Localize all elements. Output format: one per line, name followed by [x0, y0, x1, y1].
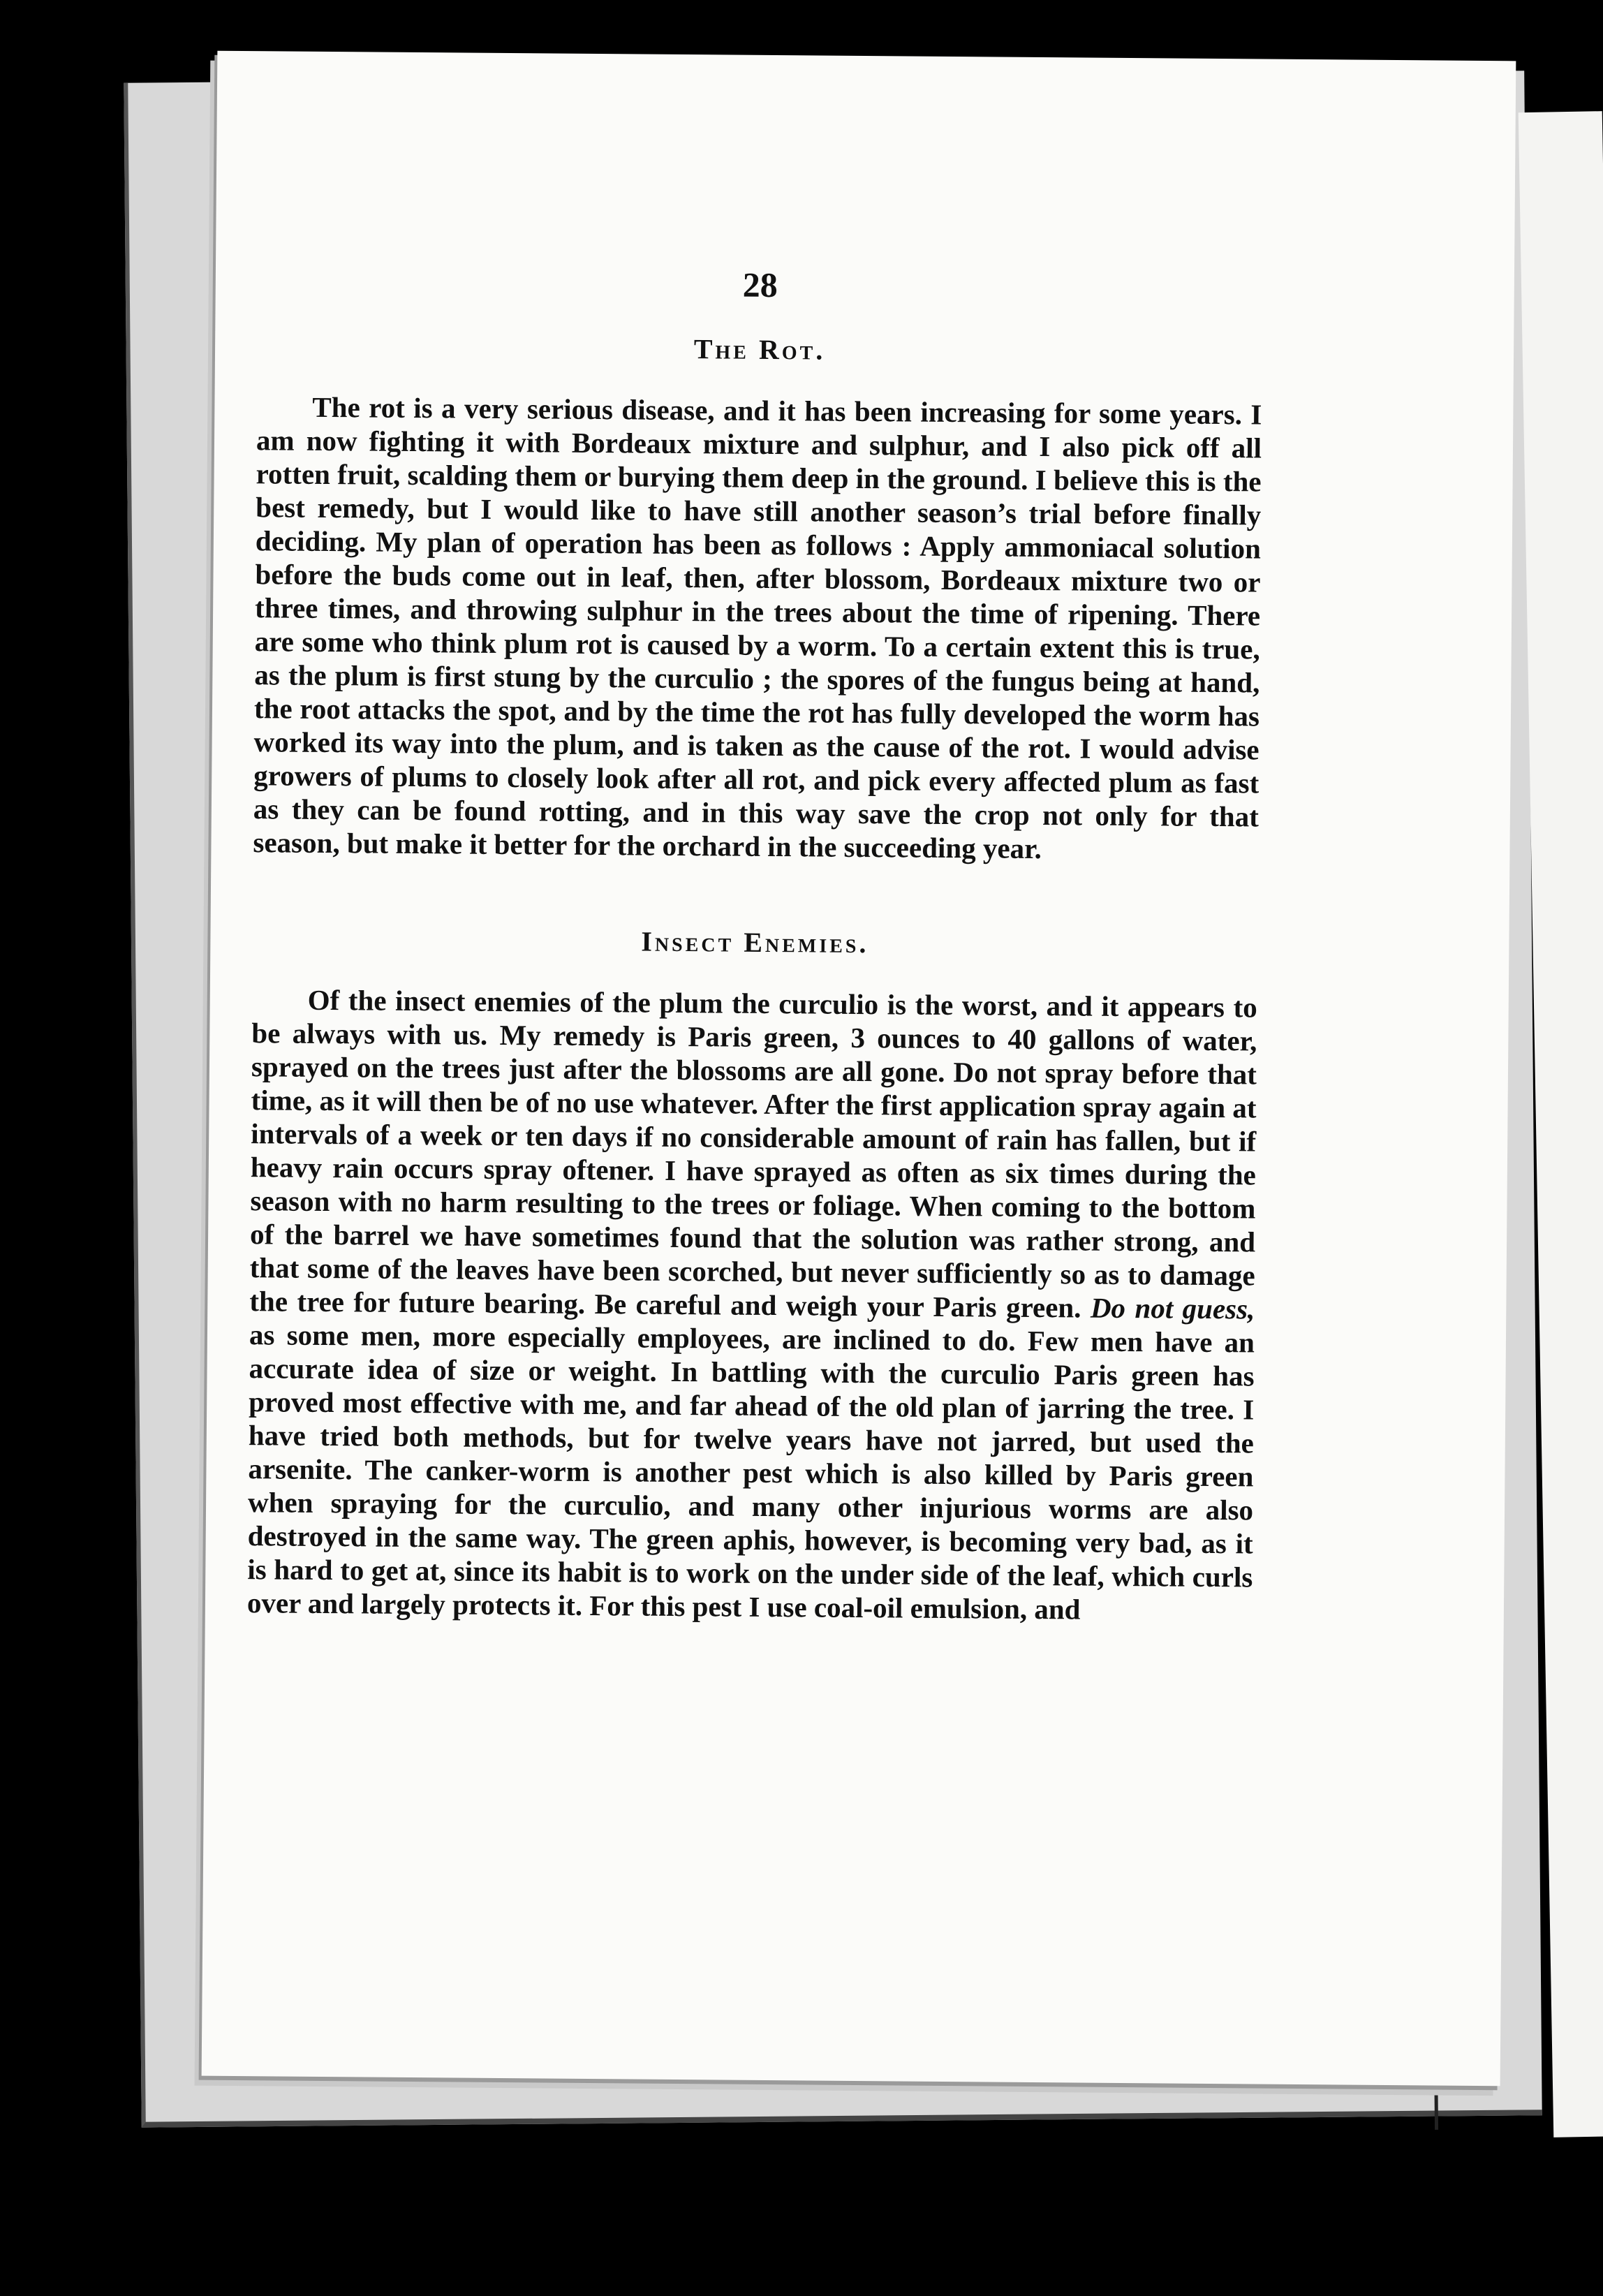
insect-paragraph-end: as some men, more especially employees, are inclined to do. Few men have an accurate idea of size or weight. In battling with the curculio Paris green has proved most effective with me, and far ahead of the old plan of jarring the tree. I have tried both methods, but for twelve years have not jarred, but used the arsenite. The canker-worm is another pest which is also killed by Paris green when spraying for the curculio, and many other injurious worms are also destroyed in the same way. The green aphis, however, is becoming very bad, as it is hard to get at, since its habit is to work on the under side of the leaf, which curls over and largely protects it. For this pest I use coal-oil emulsion, and [246, 1318, 1255, 1626]
book-page [202, 51, 1516, 2087]
rot-paragraph: The rot is a very serious disease, and it has been increasing for some years. I am now fighting it with Bordeaux mixture and sulphur, and I also pick off all rotten fruit, scalding them or burying them deep in the ground. I believe this is the best remedy, but I would like to have still another season’s trial before finally deciding. My plan of operation has been as follows : Apply ammoniacal solution before the buds come out in leaf, then, after blossom, Bordeaux mixture two or three times, and throwing sulphur in the trees about the time of ripening. There are some who think plum rot is caused by a worm. To a certain extent this is true, as the plum is first stung by the curculio ; the spores of the fungus being at hand, the root attacks the spot, and by the time the rot has fully developed the worm has worked its way into the plum, and is taken as the cause of the rot. I would advise growers of plums to closely look after all rot, and pick every affected plum as fast as they can be found rotting, and in this way save the crop not only for that season, but make it better for the orchard in the succeeding year. [253, 390, 1262, 865]
section-heading-insect-enemies: Insect Enemies. [641, 925, 869, 959]
insect-paragraph-start: Of the insect enemies of the plum the curculio is the worst, and it appears to be always with us. My remedy is Paris green, 3 ounces to 40 gallons of water, sprayed on the trees just after the blossoms are all gone. Do not spray before that time, as it will then be of no use whatever. After the first application spray again at intervals of a week or ten days if no considerable amount of rain has fallen, but if heavy rain occurs spray oftener. I have sprayed as often as six times during the season with no harm resulting to the trees or foliage. When coming to the bottom of the barrel we have sometimes found that the solution was rather strong, and that some of the leaves have been scorched, but never sufficiently so as to damage the tree for future bearing. Be careful and weigh your Paris green. [249, 983, 1257, 1324]
insect-enemies-paragraph [247, 983, 1257, 1627]
page-content [247, 260, 1263, 1627]
section-heading-rot: The Rot. [693, 333, 826, 366]
page-number: 28 [742, 265, 778, 305]
emphasis-do-not-guess: Do not guess, [1090, 1291, 1255, 1325]
